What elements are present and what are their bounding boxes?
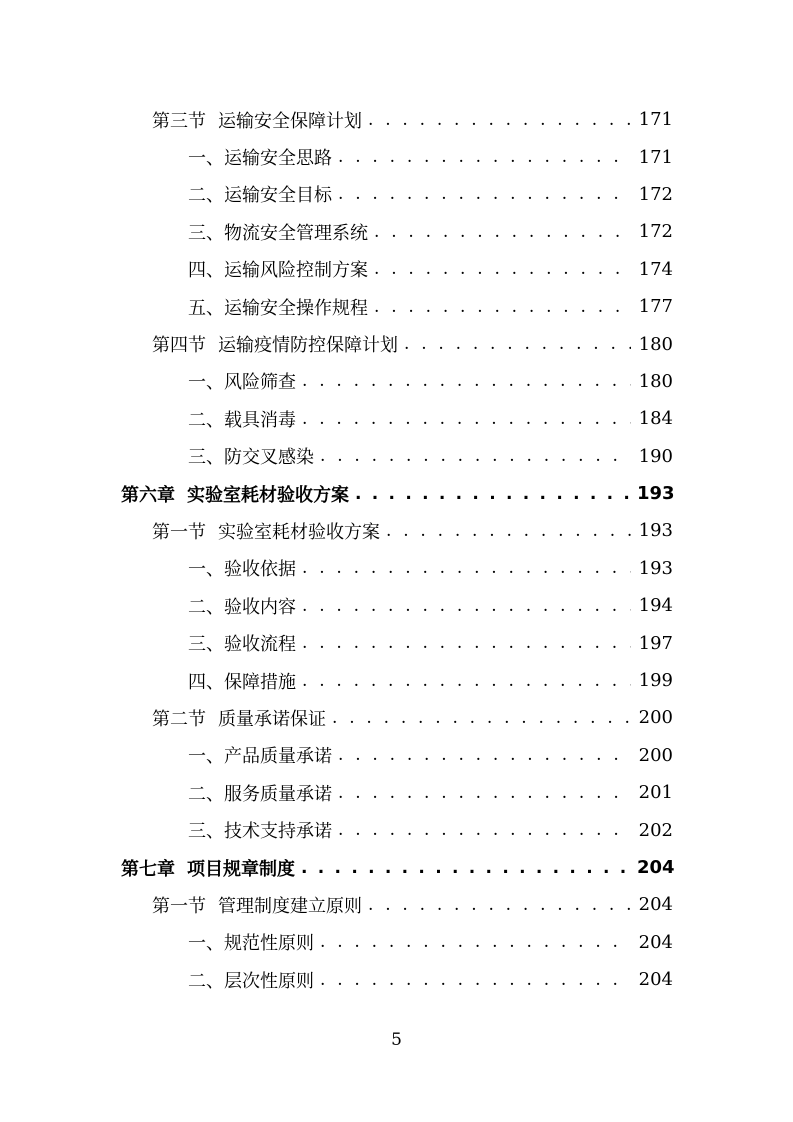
table-of-contents	[0, 101, 793, 998]
toc-entry-page: 194	[638, 595, 673, 617]
toc-entry-title	[188, 929, 314, 955]
toc-entry-section[interactable]	[0, 325, 793, 362]
dot-leader	[338, 820, 631, 840]
toc-entry-page: 184	[638, 408, 673, 430]
toc-entry-number: 第二节	[152, 708, 206, 730]
toc-entry-title	[188, 555, 296, 581]
toc-entry-page: 180	[638, 370, 673, 392]
toc-entry-number: 一、	[188, 148, 224, 170]
toc-entry-page: 202	[638, 819, 673, 841]
toc-entry-label: 防交叉感染	[224, 447, 314, 469]
dot-leader	[320, 446, 631, 466]
toc-entry-page: 193	[638, 520, 673, 542]
toc-entry-label: 风险筛查	[224, 372, 296, 394]
dot-leader	[332, 708, 631, 728]
toc-entry-item[interactable]	[0, 624, 793, 661]
toc-entry-number: 一、	[188, 746, 224, 768]
toc-entry-number: 三、	[188, 447, 224, 469]
toc-entry-label: 项目规章制度	[187, 858, 295, 880]
toc-entry-number: 第七章	[121, 858, 175, 880]
dot-leader	[355, 484, 631, 504]
toc-entry-item[interactable]	[0, 438, 793, 475]
toc-entry-separator	[175, 859, 187, 880]
toc-entry-page: 197	[638, 632, 673, 654]
dot-leader	[338, 184, 631, 204]
dot-leader	[374, 259, 631, 279]
toc-entry-label: 运输安全目标	[224, 185, 332, 207]
toc-entry-page: 180	[638, 333, 673, 355]
toc-entry-separator	[206, 111, 218, 132]
toc-entry-label: 管理制度建立原则	[218, 895, 362, 917]
toc-entry-label: 运输安全思路	[224, 148, 332, 170]
toc-entry-number: 二、	[188, 185, 224, 207]
toc-entry-title	[121, 855, 295, 881]
toc-entry-item[interactable]	[0, 363, 793, 400]
page-number: 5	[391, 1030, 402, 1050]
dot-leader	[368, 110, 631, 130]
dot-leader	[302, 596, 631, 616]
toc-entry-page: 201	[638, 782, 673, 804]
toc-entry-title	[188, 443, 314, 469]
toc-entry-item[interactable]	[0, 587, 793, 624]
toc-entry-number: 第六章	[121, 484, 175, 506]
toc-entry-title	[188, 181, 332, 207]
toc-entry-title	[188, 256, 368, 282]
toc-entry-label: 实验室耗材验收方案	[187, 484, 349, 506]
dot-leader	[386, 521, 631, 541]
toc-entry-chapter[interactable]	[0, 849, 793, 886]
dot-leader	[302, 671, 631, 691]
toc-entry-number: 三、	[188, 634, 224, 656]
toc-entry-item[interactable]	[0, 774, 793, 811]
toc-entry-label: 验收流程	[224, 634, 296, 656]
toc-entry-number: 一、	[188, 372, 224, 394]
toc-entry-item[interactable]	[0, 811, 793, 848]
toc-entry-label: 验收依据	[224, 559, 296, 581]
toc-entry-item[interactable]	[0, 924, 793, 961]
toc-entry-label: 产品质量承诺	[224, 746, 332, 768]
toc-entry-label: 运输安全保障计划	[218, 110, 362, 132]
toc-entry-page: 177	[638, 296, 673, 318]
dot-leader	[374, 222, 631, 242]
toc-entry-label: 实验室耗材验收方案	[218, 521, 380, 543]
toc-entry-label: 验收内容	[224, 596, 296, 618]
dot-leader	[338, 147, 631, 167]
toc-entry-number: 二、	[188, 409, 224, 431]
dot-leader	[320, 970, 631, 990]
toc-entry-item[interactable]	[0, 138, 793, 175]
toc-entry-label: 运输风险控制方案	[224, 260, 368, 282]
dot-leader	[338, 745, 631, 765]
toc-entry-page: 200	[638, 744, 673, 766]
toc-entry-number: 二、	[188, 970, 224, 992]
toc-entry-title	[152, 892, 362, 918]
dot-leader	[301, 858, 631, 878]
toc-entry-page: 174	[638, 258, 673, 280]
toc-entry-item[interactable]	[0, 251, 793, 288]
toc-entry-number: 三、	[188, 222, 224, 244]
toc-entry-item[interactable]	[0, 961, 793, 998]
toc-entry-number: 四、	[188, 260, 224, 282]
toc-entry-title	[188, 967, 314, 993]
toc-entry-item[interactable]	[0, 550, 793, 587]
dot-leader	[302, 633, 631, 653]
dot-leader	[404, 334, 631, 354]
toc-entry-page: 171	[638, 109, 673, 131]
toc-entry-item[interactable]	[0, 176, 793, 213]
toc-entry-page: 171	[638, 146, 673, 168]
toc-entry-page: 193	[638, 557, 673, 579]
toc-entry-page: 200	[638, 707, 673, 729]
toc-entry-label: 运输安全操作规程	[224, 297, 368, 319]
toc-entry-chapter[interactable]	[0, 475, 793, 512]
toc-entry-label: 技术支持承诺	[224, 821, 332, 843]
toc-entry-separator	[206, 709, 218, 730]
toc-entry-label: 物流安全管理系统	[224, 222, 368, 244]
toc-entry-title	[188, 742, 332, 768]
toc-entry-item[interactable]	[0, 737, 793, 774]
toc-entry-title	[188, 668, 296, 694]
toc-entry-number: 第一节	[152, 521, 206, 543]
toc-entry-title	[188, 294, 368, 320]
dot-leader	[320, 932, 631, 952]
toc-entry-section[interactable]	[0, 512, 793, 549]
toc-entry-label: 运输疫情防控保障计划	[218, 335, 398, 357]
toc-entry-title	[188, 144, 332, 170]
dot-leader	[368, 895, 631, 915]
toc-entry-page: 193	[637, 483, 675, 505]
toc-entry-item[interactable]	[0, 288, 793, 325]
toc-entry-item[interactable]	[0, 400, 793, 437]
toc-entry-separator	[175, 485, 187, 506]
toc-entry-number: 一、	[188, 933, 224, 955]
toc-entry-page: 190	[638, 445, 673, 467]
toc-entry-number: 二、	[188, 596, 224, 618]
toc-entry-page: 204	[638, 894, 673, 916]
toc-entry-number: 一、	[188, 559, 224, 581]
toc-entry-page: 199	[638, 670, 673, 692]
toc-entry-number: 第一节	[152, 895, 206, 917]
dot-leader	[302, 409, 631, 429]
toc-entry-label: 载具消毒	[224, 409, 296, 431]
toc-entry-item[interactable]	[0, 662, 793, 699]
toc-entry-title	[188, 406, 296, 432]
toc-entry-title	[188, 368, 296, 394]
toc-entry-number: 三、	[188, 821, 224, 843]
toc-entry-number: 二、	[188, 783, 224, 805]
toc-entry-label: 质量承诺保证	[218, 708, 326, 730]
toc-entry-label: 服务质量承诺	[224, 783, 332, 805]
toc-entry-page: 204	[638, 969, 673, 991]
dot-leader	[302, 371, 631, 391]
dot-leader	[338, 783, 631, 803]
dot-leader	[302, 558, 631, 578]
toc-entry-title	[121, 481, 349, 507]
toc-entry-section[interactable]	[0, 886, 793, 923]
toc-entry-page: 172	[638, 183, 673, 205]
toc-entry-item[interactable]	[0, 213, 793, 250]
toc-entry-section[interactable]	[0, 101, 793, 138]
toc-entry-page: 204	[638, 931, 673, 953]
toc-entry-separator	[206, 522, 218, 543]
toc-entry-title	[152, 705, 326, 731]
toc-entry-page: 172	[638, 221, 673, 243]
toc-entry-number: 五、	[188, 297, 224, 319]
toc-entry-title	[188, 780, 332, 806]
toc-entry-title	[188, 630, 296, 656]
toc-entry-title	[188, 593, 296, 619]
toc-entry-separator	[206, 335, 218, 356]
toc-entry-title	[152, 331, 398, 357]
toc-entry-separator	[206, 896, 218, 917]
toc-entry-number: 第四节	[152, 335, 206, 357]
toc-entry-number: 第三节	[152, 110, 206, 132]
toc-entry-number: 四、	[188, 671, 224, 693]
toc-entry-label: 层次性原则	[224, 970, 314, 992]
toc-entry-section[interactable]	[0, 699, 793, 736]
toc-entry-title	[152, 107, 362, 133]
toc-entry-title	[152, 518, 380, 544]
dot-leader	[374, 297, 631, 317]
toc-entry-page: 204	[637, 857, 675, 878]
toc-entry-label: 规范性原则	[224, 933, 314, 955]
toc-entry-title	[188, 817, 332, 843]
toc-entry-title	[188, 219, 368, 245]
toc-entry-label: 保障措施	[224, 671, 296, 693]
